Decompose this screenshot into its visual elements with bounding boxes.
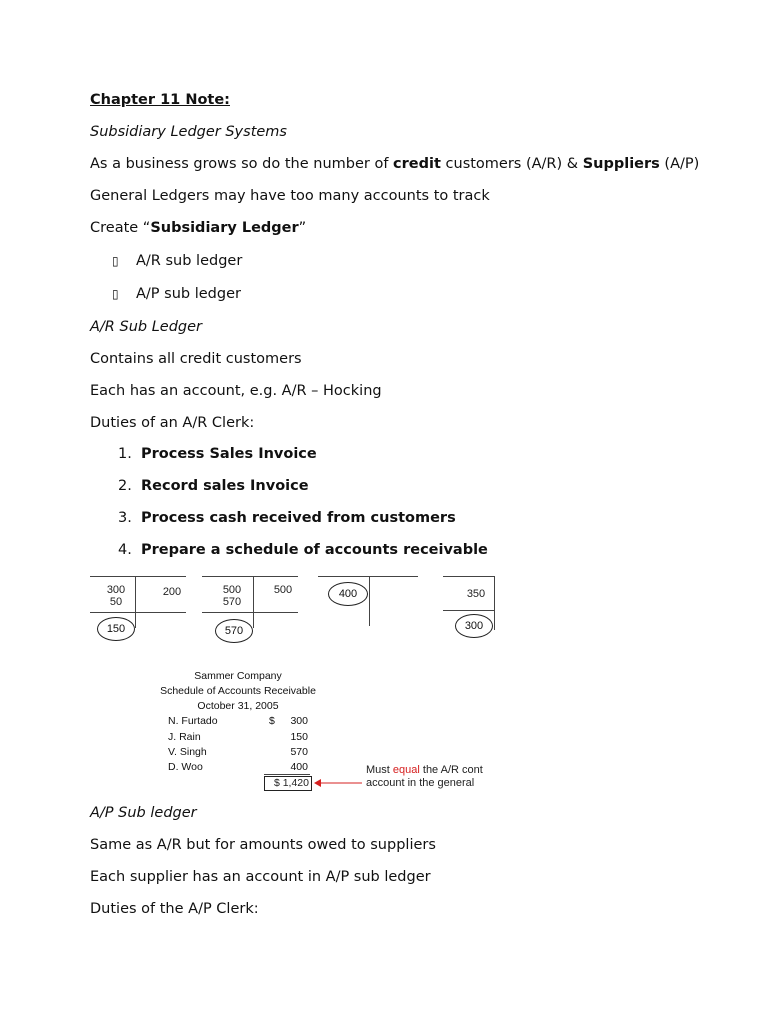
list-item: 3. Process cash received from customers [118,510,456,526]
paragraph-ap-suppliers: Same as A/R but for amounts owed to suppliers [90,837,436,853]
list-item: ▯ A/P sub ledger [112,286,241,302]
paragraph-ap-account: Each supplier has an account in A/P sub ledger [90,869,431,885]
section-heading-ar: A/R Sub Ledger [90,319,202,335]
schedule-title: Schedule of Accounts Receivable [160,685,316,697]
paragraph-growth: As a business grows so do the number of credit customers (A/R) & Suppliers (A/P) [90,156,700,172]
paragraph-ar-account: Each has an account, e.g. A/R – Hocking [90,383,382,399]
schedule-total: $ 1,420 [264,776,312,791]
section-heading-ap: A/P Sub ledger [90,805,197,821]
list-item: 1. Process Sales Invoice [118,446,317,462]
t-account-balance-circled: 300 [455,614,493,638]
schedule-date: October 31, 2005 [197,700,279,712]
list-item: ▯ A/R sub ledger [112,253,243,269]
t-account-credit: 350 [466,588,486,600]
t-account-credit: 200 [162,586,182,598]
list-item: 2. Record sales Invoice [118,478,309,494]
paragraph-create: Create “Subsidiary Ledger” [90,220,307,236]
list-item: 4. Prepare a schedule of accounts receivable [118,542,488,558]
paragraph-general-ledgers: General Ledgers may have too many accounts to track [90,188,490,204]
paragraph-ar-duties: Duties of an A/R Clerk: [90,415,255,431]
paragraph-ar-customers: Contains all credit customers [90,351,302,367]
bullet-icon: ▯ [112,287,119,301]
page-title: Chapter 11 Note: [90,92,230,108]
arrow-left-icon [314,778,364,788]
t-account-debit: 500 570 [222,584,242,608]
schedule-annotation: Must equal the A/R cont account in the general [366,764,483,789]
t-account-balance-circled: 150 [97,617,135,641]
section-heading-subsidiary: Subsidiary Ledger Systems [90,124,287,140]
paragraph-ap-duties: Duties of the A/P Clerk: [90,901,259,917]
schedule-company: Sammer Company [194,670,282,682]
t-account-balance-circled: 570 [215,619,253,643]
t-account-debit: 300 50 [106,584,126,608]
t-account-credit: 500 [273,584,293,596]
bullet-icon: ▯ [112,254,119,268]
t-account-debit-circled: 400 [328,582,368,606]
